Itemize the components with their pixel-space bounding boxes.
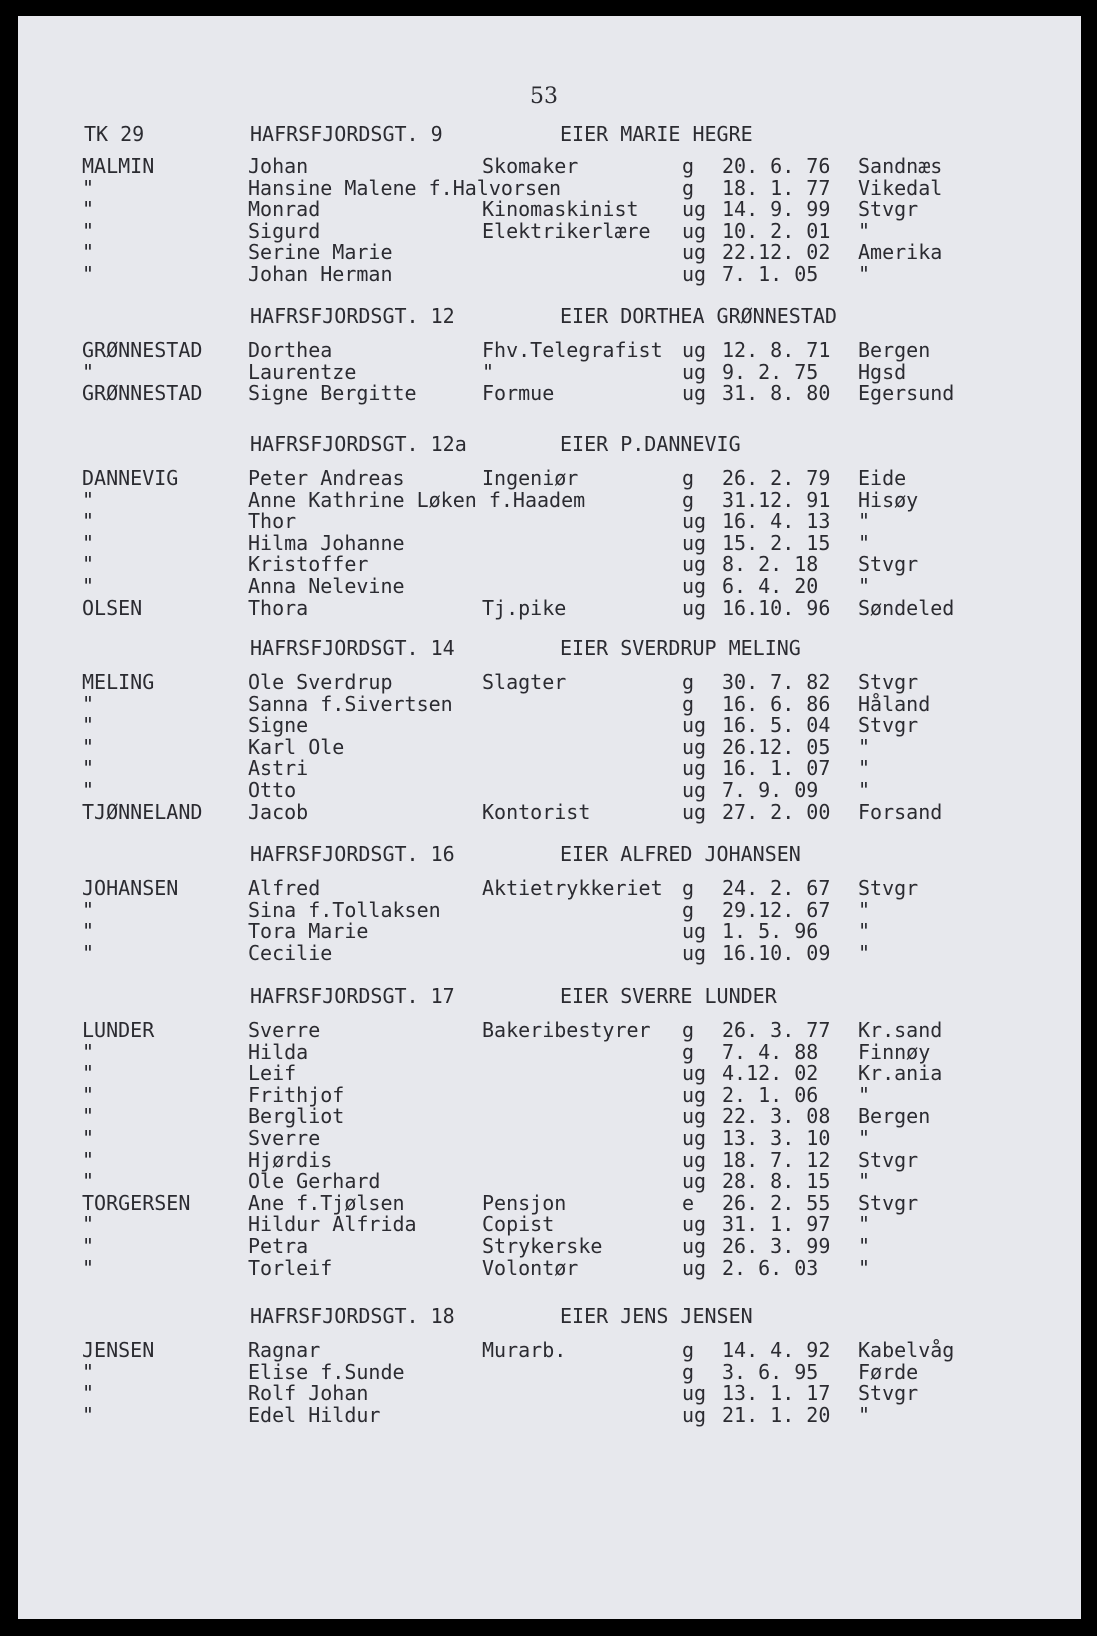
marital-status: g: [682, 154, 695, 178]
given-name: Anna Nelevine: [248, 574, 405, 598]
section-address: HAFRSFJORDSGT. 14: [250, 636, 455, 660]
birth-place: ": [858, 1169, 871, 1193]
birth-date: 20. 6. 76: [722, 154, 831, 178]
surname: DANNEVIG: [82, 466, 179, 490]
birth-date: 6. 4. 20: [722, 574, 819, 598]
sheet-label: TK 29: [84, 122, 145, 146]
occupation: Kontorist: [482, 800, 591, 824]
birth-place: ": [858, 1256, 871, 1280]
birth-date: 28. 8. 15: [722, 1169, 831, 1193]
occupation: Copist: [482, 1212, 555, 1236]
surname: ": [82, 1256, 95, 1280]
birth-place: ": [858, 735, 871, 759]
given-name: Otto: [248, 778, 297, 802]
given-name: Jacob: [248, 800, 309, 824]
given-name: Astri: [248, 756, 309, 780]
birth-date: 26. 3. 99: [722, 1234, 831, 1258]
birth-place: ": [858, 898, 871, 922]
marital-status: ug: [682, 1212, 707, 1236]
section-address: HAFRSFJORDSGT. 12a: [250, 432, 467, 456]
given-name: Hildur Alfrida: [248, 1212, 417, 1236]
birth-date: 14. 4. 92: [722, 1338, 831, 1362]
marital-status: ug: [682, 596, 707, 620]
surname: ": [82, 240, 95, 264]
birth-date: 12. 8. 71: [722, 338, 831, 362]
given-name: Tora Marie: [248, 919, 369, 943]
birth-place: Stvgr: [858, 1191, 919, 1215]
birth-date: 1. 5. 96: [722, 919, 819, 943]
birth-date: 31. 1. 97: [722, 1212, 831, 1236]
birth-date: 16.10. 96: [722, 596, 831, 620]
occupation: Elektrikerlære: [482, 219, 651, 243]
given-name: Peter Andreas: [248, 466, 405, 490]
surname: ": [82, 756, 95, 780]
birth-date: 31. 8. 80: [722, 381, 831, 405]
surname: ": [82, 692, 95, 716]
surname: ": [82, 197, 95, 221]
birth-date: 26. 2. 55: [722, 1191, 831, 1215]
given-name: Elise f.Sunde: [248, 1360, 405, 1384]
occupation: Kinomaskinist: [482, 197, 639, 221]
given-name: Johan Herman: [248, 262, 393, 286]
marital-status: ug: [682, 1083, 707, 1107]
birth-place: ": [858, 509, 871, 533]
surname: ": [82, 219, 95, 243]
birth-date: 13. 3. 10: [722, 1126, 831, 1150]
given-name: Ole Sverdrup: [248, 670, 393, 694]
surname: ": [82, 919, 95, 943]
marital-status: ug: [682, 240, 707, 264]
birth-date: 16. 4. 13: [722, 509, 831, 533]
given-name: Sigurd: [248, 219, 321, 243]
marital-status: ug: [682, 756, 707, 780]
birth-place: Vikedal: [858, 176, 943, 200]
birth-place: Stvgr: [858, 552, 919, 576]
marital-status: ug: [682, 1104, 707, 1128]
section-address: HAFRSFJORDSGT. 9: [250, 122, 443, 146]
section-address: HAFRSFJORDSGT. 17: [250, 984, 455, 1008]
marital-status: g: [682, 692, 695, 716]
birth-place: Stvgr: [858, 1148, 919, 1172]
occupation: Aktietrykkeriet: [482, 876, 663, 900]
marital-status: ug: [682, 338, 707, 362]
birth-place: ": [858, 778, 871, 802]
birth-place: Søndeled: [858, 596, 955, 620]
marital-status: ug: [682, 552, 707, 576]
birth-date: 24. 2. 67: [722, 876, 831, 900]
birth-place: Kr.sand: [858, 1018, 943, 1042]
marital-status: ug: [682, 1256, 707, 1280]
given-name: Anne Kathrine Løken f.Haadem: [248, 488, 586, 512]
birth-place: Amerika: [858, 240, 943, 264]
marital-status: ug: [682, 197, 707, 221]
birth-date: 7. 4. 88: [722, 1040, 819, 1064]
birth-date: 10. 2. 01: [722, 219, 831, 243]
given-name: Karl Ole: [248, 735, 345, 759]
marital-status: g: [682, 488, 695, 512]
birth-date: 30. 7. 82: [722, 670, 831, 694]
occupation: Tj.pike: [482, 596, 567, 620]
marital-status: g: [682, 466, 695, 490]
marital-status: g: [682, 176, 695, 200]
surname: ": [82, 1234, 95, 1258]
marital-status: ug: [682, 1148, 707, 1172]
marital-status: g: [682, 898, 695, 922]
surname: TORGERSEN: [82, 1191, 191, 1215]
occupation: Bakeribestyrer: [482, 1018, 651, 1042]
occupation: ": [482, 360, 495, 384]
marital-status: g: [682, 670, 695, 694]
birth-place: Bergen: [858, 1104, 931, 1128]
birth-place: Stvgr: [858, 197, 919, 221]
given-name: Sanna f.Sivertsen: [248, 692, 453, 716]
census-sheet: [18, 16, 1081, 1619]
marital-status: ug: [682, 1381, 707, 1405]
birth-place: Bergen: [858, 338, 931, 362]
surname: ": [82, 1360, 95, 1384]
marital-status: ug: [682, 219, 707, 243]
marital-status: ug: [682, 941, 707, 965]
birth-place: Egersund: [858, 381, 955, 405]
marital-status: ug: [682, 509, 707, 533]
section-owner: EIER MARIE HEGRE: [560, 122, 753, 146]
given-name: Frithjof: [248, 1083, 345, 1107]
occupation: Murarb.: [482, 1338, 567, 1362]
page-number: 53: [530, 84, 558, 109]
given-name: Edel Hildur: [248, 1403, 381, 1427]
birth-place: ": [858, 262, 871, 286]
given-name: Ole Gerhard: [248, 1169, 381, 1193]
birth-date: 3. 6. 95: [722, 1360, 819, 1384]
given-name: Petra: [248, 1234, 309, 1258]
birth-date: 16.10. 09: [722, 941, 831, 965]
section-owner: EIER SVERDRUP MELING: [560, 636, 801, 660]
birth-date: 18. 7. 12: [722, 1148, 831, 1172]
occupation: Skomaker: [482, 154, 579, 178]
birth-place: Hisøy: [858, 488, 919, 512]
given-name: Signe: [248, 713, 309, 737]
birth-place: Kr.ania: [858, 1061, 943, 1085]
birth-place: Sandnæs: [858, 154, 943, 178]
birth-date: 22. 3. 08: [722, 1104, 831, 1128]
occupation: Formue: [482, 381, 555, 405]
surname: ": [82, 1040, 95, 1064]
birth-place: Forsand: [858, 800, 943, 824]
birth-place: Førde: [858, 1360, 919, 1384]
surname: ": [82, 1061, 95, 1085]
occupation: Strykerske: [482, 1234, 603, 1258]
section-address: HAFRSFJORDSGT. 16: [250, 842, 455, 866]
marital-status: g: [682, 1018, 695, 1042]
birth-place: ": [858, 1126, 871, 1150]
given-name: Sina f.Tollaksen: [248, 898, 441, 922]
birth-date: 27. 2. 00: [722, 800, 831, 824]
birth-place: ": [858, 1083, 871, 1107]
surname: GRØNNESTAD: [82, 338, 203, 362]
birth-date: 16. 6. 86: [722, 692, 831, 716]
marital-status: ug: [682, 800, 707, 824]
marital-status: g: [682, 1338, 695, 1362]
birth-date: 4.12. 02: [722, 1061, 819, 1085]
birth-date: 2. 6. 03: [722, 1256, 819, 1280]
occupation: Fhv.Telegrafist: [482, 338, 663, 362]
given-name: Sverre: [248, 1018, 321, 1042]
birth-date: 9. 2. 75: [722, 360, 819, 384]
marital-status: ug: [682, 1126, 707, 1150]
birth-date: 31.12. 91: [722, 488, 831, 512]
given-name: Leif: [248, 1061, 297, 1085]
given-name: Hansine Malene f.Halvorsen: [248, 176, 562, 200]
birth-place: Hgsd: [858, 360, 907, 384]
birth-date: 26.12. 05: [722, 735, 831, 759]
birth-date: 29.12. 67: [722, 898, 831, 922]
surname: JOHANSEN: [82, 876, 179, 900]
given-name: Kristoffer: [248, 552, 369, 576]
marital-status: ug: [682, 1234, 707, 1258]
occupation: Volontør: [482, 1256, 579, 1280]
given-name: Johan: [248, 154, 309, 178]
birth-place: Stvgr: [858, 713, 919, 737]
occupation: Ingeniør: [482, 466, 579, 490]
birth-date: 13. 1. 17: [722, 1381, 831, 1405]
given-name: Ragnar: [248, 1338, 321, 1362]
occupation: Slagter: [482, 670, 567, 694]
birth-date: 7. 9. 09: [722, 778, 819, 802]
occupation: Pensjon: [482, 1191, 567, 1215]
given-name: Sverre: [248, 1126, 321, 1150]
marital-status: ug: [682, 531, 707, 555]
surname: ": [82, 1126, 95, 1150]
surname: ": [82, 488, 95, 512]
birth-place: ": [858, 941, 871, 965]
birth-date: 8. 2. 18: [722, 552, 819, 576]
surname: MELING: [82, 670, 155, 694]
given-name: Serine Marie: [248, 240, 393, 264]
surname: ": [82, 1403, 95, 1427]
birth-date: 14. 9. 99: [722, 197, 831, 221]
birth-place: Stvgr: [858, 670, 919, 694]
surname: ": [82, 509, 95, 533]
given-name: Cecilie: [248, 941, 333, 965]
surname: ": [82, 1381, 95, 1405]
surname: ": [82, 531, 95, 555]
birth-place: ": [858, 919, 871, 943]
birth-place: ": [858, 1234, 871, 1258]
section-owner: EIER SVERRE LUNDER: [560, 984, 777, 1008]
surname: ": [82, 360, 95, 384]
section-address: HAFRSFJORDSGT. 12: [250, 304, 455, 328]
surname: ": [82, 941, 95, 965]
birth-date: 21. 1. 20: [722, 1403, 831, 1427]
marital-status: ug: [682, 1403, 707, 1427]
surname: LUNDER: [82, 1018, 155, 1042]
given-name: Torleif: [248, 1256, 333, 1280]
surname: ": [82, 1169, 95, 1193]
given-name: Hilma Johanne: [248, 531, 405, 555]
birth-place: Finnøy: [858, 1040, 931, 1064]
birth-date: 15. 2. 15: [722, 531, 831, 555]
section-owner: EIER ALFRED JOHANSEN: [560, 842, 801, 866]
surname: ": [82, 898, 95, 922]
birth-date: 18. 1. 77: [722, 176, 831, 200]
section-owner: EIER P.DANNEVIG: [560, 432, 741, 456]
surname: ": [82, 1083, 95, 1107]
birth-place: Håland: [858, 692, 931, 716]
marital-status: ug: [682, 778, 707, 802]
surname: ": [82, 262, 95, 286]
birth-date: 26. 2. 79: [722, 466, 831, 490]
birth-place: Stvgr: [858, 1381, 919, 1405]
surname: ": [82, 735, 95, 759]
marital-status: e: [682, 1191, 695, 1215]
given-name: Hjørdis: [248, 1148, 333, 1172]
birth-place: ": [858, 574, 871, 598]
given-name: Hilda: [248, 1040, 309, 1064]
birth-date: 26. 3. 77: [722, 1018, 831, 1042]
surname: ": [82, 778, 95, 802]
given-name: Laurentze: [248, 360, 357, 384]
surname: ": [82, 574, 95, 598]
birth-date: 16. 1. 07: [722, 756, 831, 780]
birth-place: ": [858, 219, 871, 243]
marital-status: ug: [682, 1061, 707, 1085]
birth-place: Kabelvåg: [858, 1338, 955, 1362]
marital-status: ug: [682, 381, 707, 405]
birth-date: 16. 5. 04: [722, 713, 831, 737]
birth-place: Stvgr: [858, 876, 919, 900]
surname: JENSEN: [82, 1338, 155, 1362]
surname: ": [82, 1212, 95, 1236]
birth-date: 7. 1. 05: [722, 262, 819, 286]
surname: ": [82, 176, 95, 200]
surname: MALMIN: [82, 154, 155, 178]
surname: ": [82, 713, 95, 737]
surname: ": [82, 552, 95, 576]
birth-place: ": [858, 531, 871, 555]
surname: TJØNNELAND: [82, 800, 203, 824]
birth-place: ": [858, 1403, 871, 1427]
birth-date: 2. 1. 06: [722, 1083, 819, 1107]
marital-status: g: [682, 1040, 695, 1064]
marital-status: ug: [682, 262, 707, 286]
given-name: Bergliot: [248, 1104, 345, 1128]
given-name: Ane f.Tjølsen: [248, 1191, 405, 1215]
given-name: Signe Bergitte: [248, 381, 417, 405]
section-owner: EIER JENS JENSEN: [560, 1304, 753, 1328]
given-name: Alfred: [248, 876, 321, 900]
surname: ": [82, 1148, 95, 1172]
marital-status: ug: [682, 1169, 707, 1193]
section-address: HAFRSFJORDSGT. 18: [250, 1304, 455, 1328]
birth-date: 22.12. 02: [722, 240, 831, 264]
section-owner: EIER DORTHEA GRØNNESTAD: [560, 304, 837, 328]
given-name: Thor: [248, 509, 297, 533]
surname: ": [82, 1104, 95, 1128]
given-name: Thora: [248, 596, 309, 620]
marital-status: ug: [682, 713, 707, 737]
surname: GRØNNESTAD: [82, 381, 203, 405]
marital-status: g: [682, 876, 695, 900]
birth-place: ": [858, 1212, 871, 1236]
marital-status: ug: [682, 574, 707, 598]
marital-status: ug: [682, 735, 707, 759]
surname: OLSEN: [82, 596, 143, 620]
marital-status: g: [682, 1360, 695, 1384]
marital-status: ug: [682, 360, 707, 384]
given-name: Rolf Johan: [248, 1381, 369, 1405]
birth-place: Eide: [858, 466, 907, 490]
marital-status: ug: [682, 919, 707, 943]
birth-place: ": [858, 756, 871, 780]
given-name: Monrad: [248, 197, 321, 221]
given-name: Dorthea: [248, 338, 333, 362]
